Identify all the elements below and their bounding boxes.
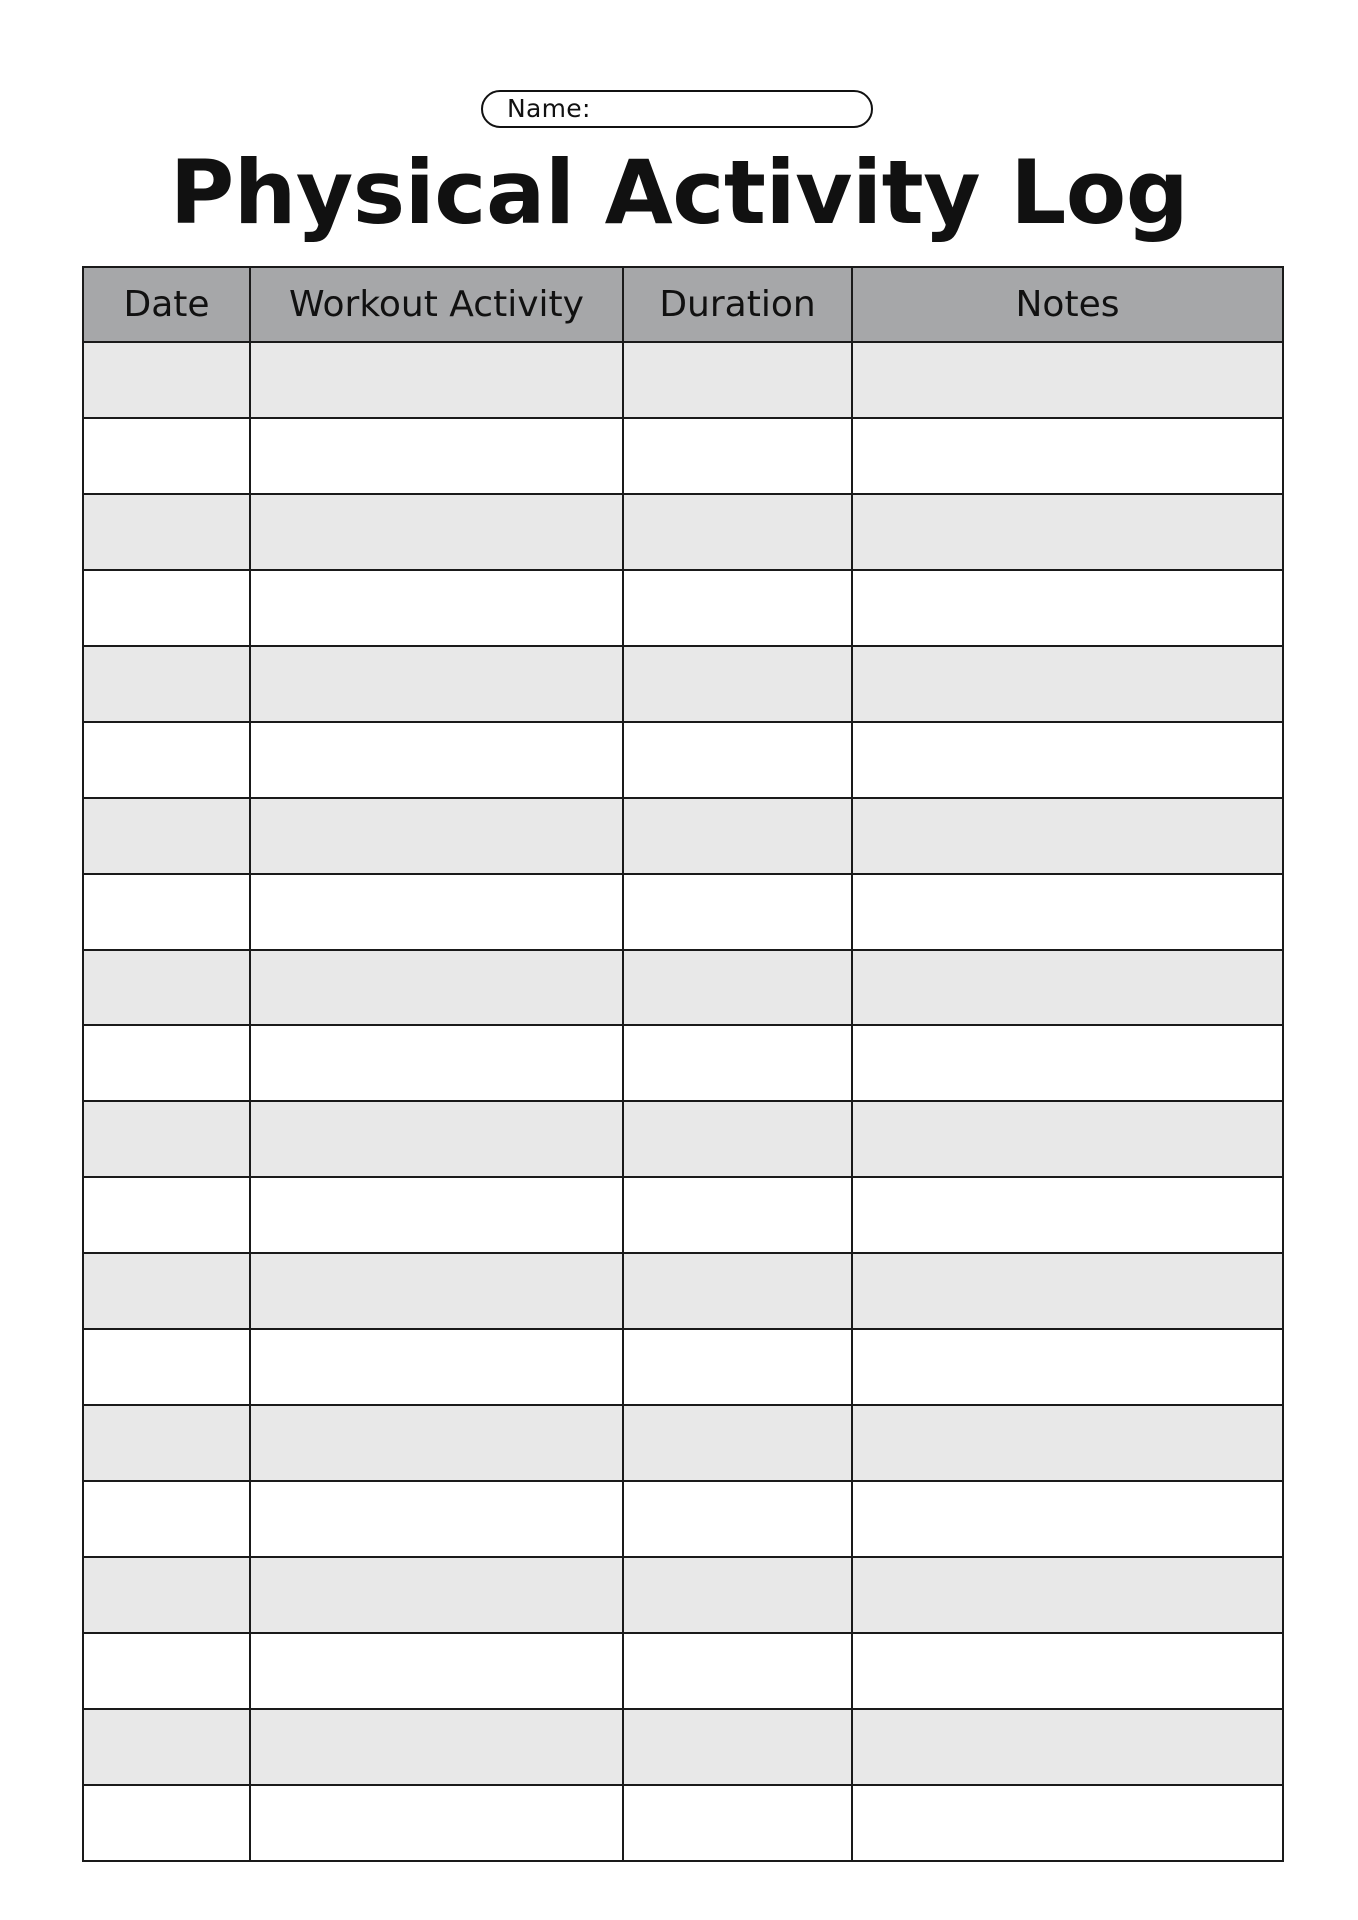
- log-body: [83, 342, 1283, 1861]
- date-cell[interactable]: [83, 1481, 250, 1557]
- table-row: [83, 1557, 1283, 1633]
- workout-activity-cell[interactable]: [250, 1177, 623, 1253]
- duration-cell[interactable]: [623, 1405, 852, 1481]
- workout-activity-cell[interactable]: [250, 1253, 623, 1329]
- table-row: [83, 418, 1283, 494]
- notes-cell[interactable]: [852, 1177, 1283, 1253]
- duration-cell[interactable]: [623, 1101, 852, 1177]
- table-row: [83, 494, 1283, 570]
- header-row: [83, 267, 1283, 342]
- date-cell[interactable]: [83, 1709, 250, 1785]
- table-row: [83, 1101, 1283, 1177]
- duration-cell[interactable]: [623, 418, 852, 494]
- workout-activity-cell[interactable]: [250, 1101, 623, 1177]
- date-cell[interactable]: [83, 1253, 250, 1329]
- table-row: [83, 722, 1283, 798]
- notes-cell[interactable]: [852, 1633, 1283, 1709]
- table-row: [83, 950, 1283, 1026]
- workout-activity-cell[interactable]: [250, 798, 623, 874]
- date-cell[interactable]: [83, 798, 250, 874]
- table-row: [83, 1405, 1283, 1481]
- workout-activity-cell[interactable]: [250, 1329, 623, 1405]
- workout-activity-cell[interactable]: [250, 1785, 623, 1861]
- date-cell[interactable]: [83, 1329, 250, 1405]
- duration-cell[interactable]: [623, 1709, 852, 1785]
- workout-activity-cell[interactable]: [250, 570, 623, 646]
- table-row: [83, 646, 1283, 722]
- notes-cell[interactable]: [852, 950, 1283, 1026]
- date-cell[interactable]: [83, 418, 250, 494]
- name-field[interactable]: [481, 90, 873, 128]
- notes-cell[interactable]: [852, 494, 1283, 570]
- notes-cell[interactable]: [852, 798, 1283, 874]
- activity-log-table: [82, 266, 1284, 1862]
- workout-activity-cell[interactable]: [250, 1405, 623, 1481]
- column-header-duration: Duration: [623, 267, 852, 342]
- duration-cell[interactable]: [623, 570, 852, 646]
- page-title: Physical Activity Log: [169, 141, 1189, 244]
- table-row: [83, 1025, 1283, 1101]
- date-cell[interactable]: [83, 950, 250, 1026]
- workout-activity-cell[interactable]: [250, 950, 623, 1026]
- notes-cell[interactable]: [852, 1025, 1283, 1101]
- workout-activity-cell[interactable]: [250, 874, 623, 950]
- date-cell[interactable]: [83, 722, 250, 798]
- date-cell[interactable]: [83, 1557, 250, 1633]
- date-cell[interactable]: [83, 1101, 250, 1177]
- duration-cell[interactable]: [623, 1253, 852, 1329]
- table-row: [83, 1709, 1283, 1785]
- table-row: [83, 798, 1283, 874]
- date-cell[interactable]: [83, 494, 250, 570]
- duration-cell[interactable]: [623, 1329, 852, 1405]
- table-row: [83, 342, 1283, 418]
- notes-cell[interactable]: [852, 1101, 1283, 1177]
- workout-activity-cell[interactable]: [250, 1025, 623, 1101]
- duration-cell[interactable]: [623, 950, 852, 1026]
- table-row: [83, 1329, 1283, 1405]
- date-cell[interactable]: [83, 646, 250, 722]
- notes-cell[interactable]: [852, 722, 1283, 798]
- duration-cell[interactable]: [623, 646, 852, 722]
- workout-activity-cell[interactable]: [250, 722, 623, 798]
- workout-activity-cell[interactable]: [250, 418, 623, 494]
- duration-cell[interactable]: [623, 1633, 852, 1709]
- workout-activity-cell[interactable]: [250, 494, 623, 570]
- duration-cell[interactable]: [623, 798, 852, 874]
- duration-cell[interactable]: [623, 1785, 852, 1861]
- notes-cell[interactable]: [852, 342, 1283, 418]
- duration-cell[interactable]: [623, 1025, 852, 1101]
- table-row: [83, 1481, 1283, 1557]
- date-cell[interactable]: [83, 1785, 250, 1861]
- notes-cell[interactable]: [852, 1405, 1283, 1481]
- workout-activity-cell[interactable]: [250, 1481, 623, 1557]
- date-cell[interactable]: [83, 570, 250, 646]
- duration-cell[interactable]: [623, 1481, 852, 1557]
- notes-cell[interactable]: [852, 1481, 1283, 1557]
- name-label: Name:: [507, 94, 591, 123]
- table-row: [83, 1253, 1283, 1329]
- duration-cell[interactable]: [623, 722, 852, 798]
- column-header-date: Date: [83, 267, 250, 342]
- date-cell[interactable]: [83, 1405, 250, 1481]
- date-cell[interactable]: [83, 874, 250, 950]
- table-row: [83, 1177, 1283, 1253]
- workout-activity-cell[interactable]: [250, 1633, 623, 1709]
- date-cell[interactable]: [83, 1025, 250, 1101]
- column-header-workout-activity: Workout Activity: [250, 267, 623, 342]
- notes-cell[interactable]: [852, 1709, 1283, 1785]
- workout-activity-cell[interactable]: [250, 1557, 623, 1633]
- duration-cell[interactable]: [623, 874, 852, 950]
- table-row: [83, 874, 1283, 950]
- notes-cell[interactable]: [852, 418, 1283, 494]
- notes-cell[interactable]: [852, 1329, 1283, 1405]
- column-header-notes: Notes: [852, 267, 1283, 342]
- notes-cell[interactable]: [852, 1557, 1283, 1633]
- notes-cell[interactable]: [852, 646, 1283, 722]
- duration-cell[interactable]: [623, 494, 852, 570]
- table-row: [83, 1785, 1283, 1861]
- date-cell[interactable]: [83, 342, 250, 418]
- date-cell[interactable]: [83, 1633, 250, 1709]
- workout-activity-cell[interactable]: [250, 1709, 623, 1785]
- duration-cell[interactable]: [623, 1557, 852, 1633]
- duration-cell[interactable]: [623, 342, 852, 418]
- notes-cell[interactable]: [852, 1785, 1283, 1861]
- notes-cell[interactable]: [852, 570, 1283, 646]
- notes-cell[interactable]: [852, 874, 1283, 950]
- table-row: [83, 1633, 1283, 1709]
- table-row: [83, 570, 1283, 646]
- duration-cell[interactable]: [623, 1177, 852, 1253]
- workout-activity-cell[interactable]: [250, 646, 623, 722]
- notes-cell[interactable]: [852, 1253, 1283, 1329]
- date-cell[interactable]: [83, 1177, 250, 1253]
- workout-activity-cell[interactable]: [250, 342, 623, 418]
